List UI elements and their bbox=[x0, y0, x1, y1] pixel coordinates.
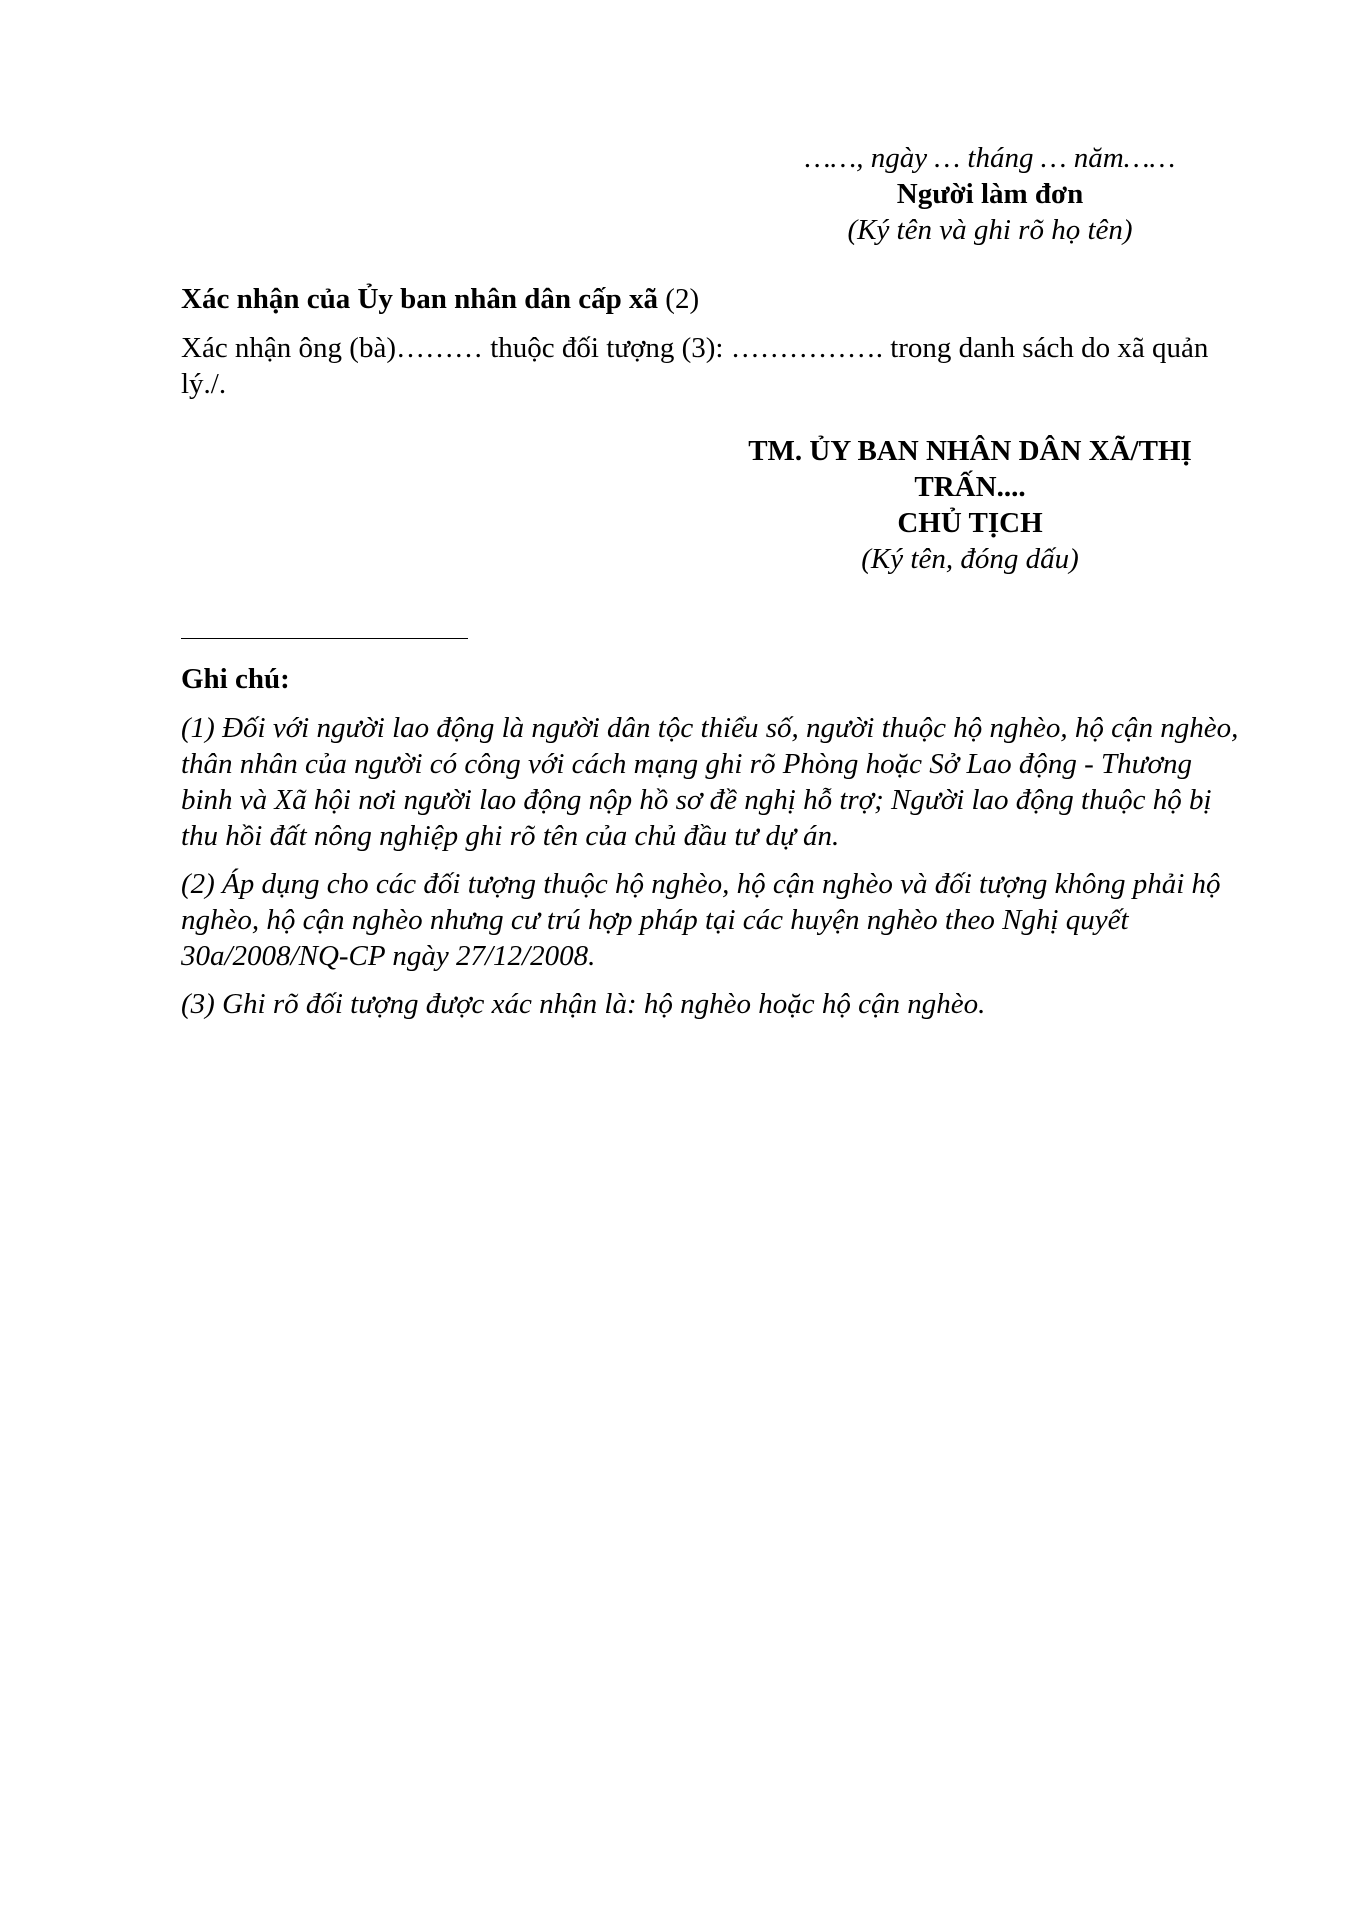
applicant-signature-block bbox=[740, 140, 1240, 248]
applicant-sign-instruction: (Ký tên và ghi rõ họ tên) bbox=[847, 214, 1133, 246]
committee-title-line2: TRẤN.... bbox=[914, 471, 1026, 503]
committee-sign-instruction: (Ký tên, đóng dấu) bbox=[861, 543, 1079, 575]
confirmation-heading-ref: (2) bbox=[658, 283, 700, 315]
footnote-separator bbox=[181, 638, 468, 639]
committee-title-line1: TM. ỦY BAN NHÂN DÂN XÃ/THỊ bbox=[748, 435, 1192, 467]
confirmation-heading bbox=[181, 281, 699, 317]
applicant-title: Người làm đơn bbox=[896, 178, 1084, 210]
date-line: ……, ngày … tháng … năm…… bbox=[804, 142, 1176, 174]
note-item-1: (1) Đối với người lao động là người dân tộc thiểu số, người thuộc hộ nghèo, hộ cận nghèo, thân nhân của người có công với cách mạng ghi rõ Phòng hoặc Sở Lao động - Thương binh và Xã hội nơi người lao động nộp hồ sơ đề nghị hỗ trợ; Người lao động thuộc hộ bị thu hồi đất nông nghiệp ghi rõ tên của chủ đầu tư dự án. bbox=[181, 712, 1239, 852]
notes-list bbox=[181, 710, 1241, 1034]
note-item-2: (2) Áp dụng cho các đối tượng thuộc hộ nghèo, hộ cận nghèo và đối tượng không phải hộ nghèo, hộ cận nghèo nhưng cư trú hợp pháp tại các huyện nghèo theo Nghị quyết 30a/2008/NQ-CP ngày 27/12/2008. bbox=[181, 868, 1221, 972]
confirmation-heading-text: Xác nhận của Ủy ban nhân dân cấp xã bbox=[181, 283, 659, 315]
confirmation-body: Xác nhận ông (bà)……… thuộc đối tượng (3): ……………. trong danh sách do xã quản lý./. bbox=[181, 332, 1209, 400]
notes-heading: Ghi chú: bbox=[181, 663, 290, 695]
note-item-3: (3) Ghi rõ đối tượng được xác nhận là: hộ nghèo hoặc hộ cận nghèo. bbox=[181, 988, 986, 1020]
committee-chairman: CHỦ TỊCH bbox=[897, 507, 1043, 539]
committee-signature-block bbox=[720, 433, 1220, 577]
